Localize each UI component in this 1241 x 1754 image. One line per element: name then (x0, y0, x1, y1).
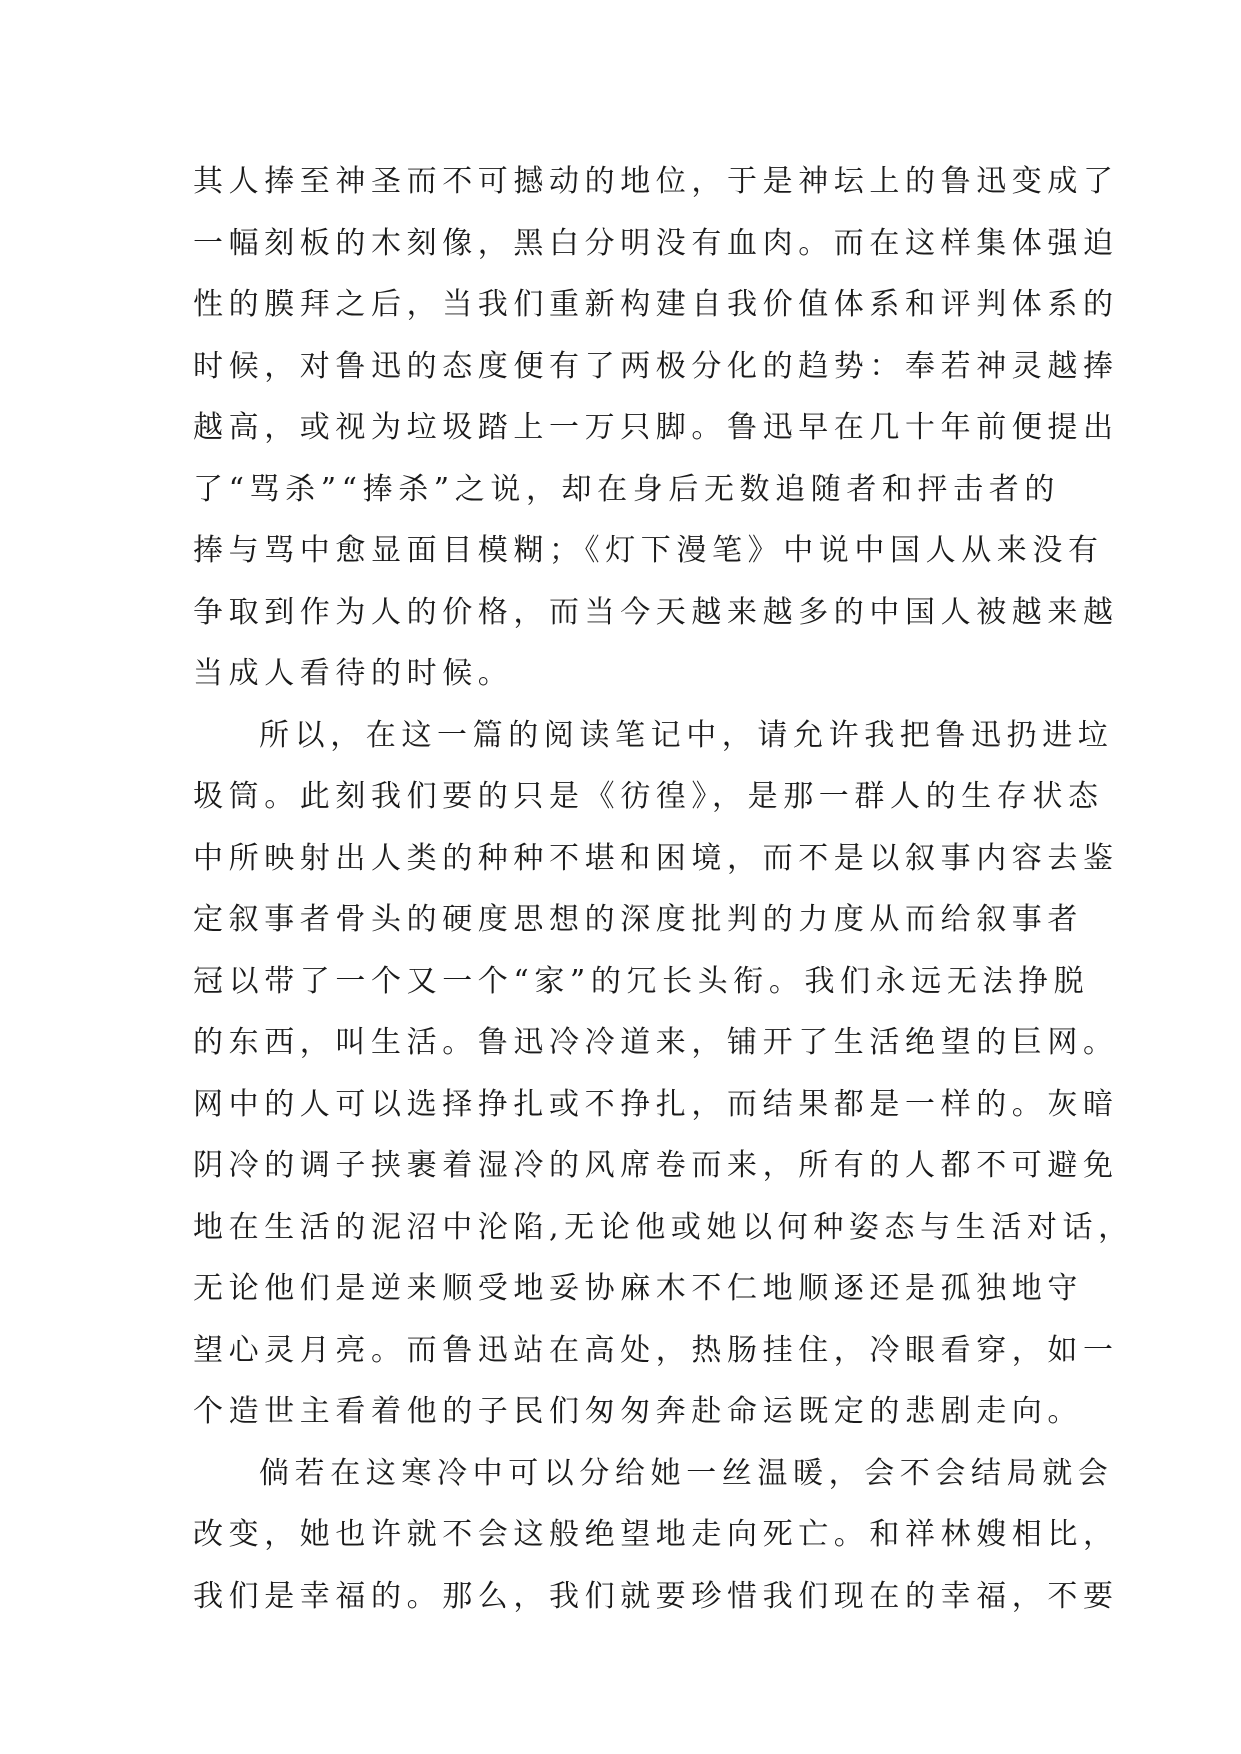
text-line: 一幅刻板的木刻像，黑白分明没有血肉。而在这样集体强迫 (193, 225, 1119, 261)
text-line: 冠以带了一个又一个“家”的冗长头衔。我们永远无法挣脱 (193, 963, 1090, 999)
text-line: 改变，她也许就不会这般绝望地走向死亡。和祥林嫂相比， (193, 1517, 1119, 1552)
text-line: 了“骂杀”“捧杀”之说，却在身后无数追随者和抨击者的 (193, 471, 1060, 507)
text-line: 阴冷的调子挟裹着湿冷的风席卷而来，所有的人都不可避免 (193, 1148, 1119, 1183)
text-line: 中所映射出人类的种种不堪和困境，而不是以叙事内容去鉴 (193, 840, 1119, 876)
text-line: 圾筒。此刻我们要的只是《彷徨》，是那一群人的生存状态 (193, 779, 1104, 814)
text-line: 地在生活的泥沼中沦陷,无论他或她以何种姿态与生活对话， (193, 1209, 1134, 1245)
paragraph-start-line: 倘若在这寒冷中可以分给她一丝温暖，会不会结局就会 (259, 1455, 1114, 1491)
paragraph-start-line: 所以，在这一篇的阅读笔记中，请允许我把鲁迅扔进垃 (259, 717, 1114, 753)
text-line: 当成人看待的时候。 (193, 656, 514, 691)
body-text (193, 151, 1134, 1627)
text-line: 越高，或视为垃圾踏上一万只脚。鲁迅早在几十年前便提出 (193, 410, 1119, 445)
text-line: 的东西，叫生活。鲁迅冷冷道来，铺开了生活绝望的巨网。 (193, 1025, 1119, 1060)
text-line: 无论他们是逆来顺受地妥协麻木不仁地顺逐还是孤独地守 (193, 1271, 1083, 1306)
text-line: 捧与骂中愈显面目模糊；《灯下漫笔》中说中国人从来没有 (193, 533, 1104, 568)
text-line: 定叙事者骨头的硬度思想的深度批判的力度从而给叙事者 (193, 902, 1083, 937)
text-line: 望心灵月亮。而鲁迅站在高处，热肠挂住，冷眼看穿，如一 (193, 1332, 1119, 1368)
text-line: 网中的人可以选择挣扎或不挣扎，而结果都是一样的。灰暗 (193, 1086, 1119, 1122)
text-line: 性的膜拜之后，当我们重新构建自我价值体系和评判体系的 (193, 287, 1119, 322)
text-line: 时候，对鲁迅的态度便有了两极分化的趋势：奉若神灵越捧 (193, 348, 1119, 384)
text-line: 我们是幸福的。那么，我们就要珍惜我们现在的幸福，不要 (193, 1578, 1119, 1614)
text-line: 其人捧至神圣而不可撼动的地位，于是神坛上的鲁迅变成了 (193, 164, 1119, 199)
text-line: 争取到作为人的价格，而当今天越来越多的中国人被越来越 (193, 594, 1119, 630)
text-line: 个造世主看着他的子民们匆匆奔赴命运既定的悲剧走向。 (193, 1394, 1083, 1429)
